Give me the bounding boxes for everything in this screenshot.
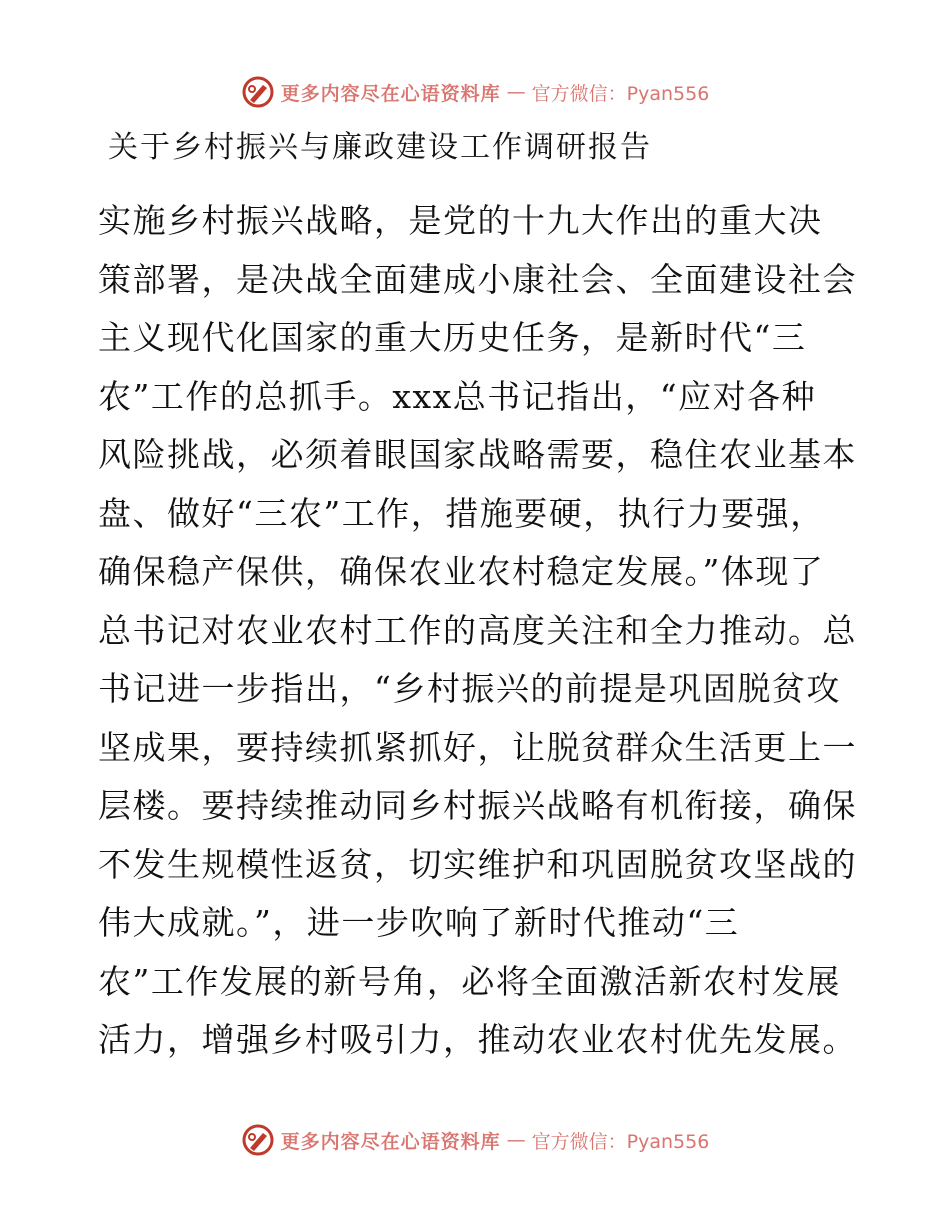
body-line: 实施乡村振兴战略，是党的十九大作出的重大决 [98,201,823,240]
body-line: 主义现代化国家的重大历史任务，是新时代“三 [98,318,807,357]
body-line: 策部署，是决战全面建成小康社会、全面建设社会 [98,259,857,299]
body-line: 总书记对农业农村工作的高度关注和全力推动。总 [98,610,857,650]
body-line: 活力，增强乡村吸引力，推动农业农村优先发展。 [98,1020,857,1059]
body-line: 农”工作的总抓手。xxx总书记指出，“应对各种 [98,376,817,416]
pen-logo-icon [241,75,275,109]
footer-banner [0,1120,950,1160]
body-line: 盘、做好“三农”工作，措施要硬，执行力要强， [98,493,825,533]
document-title: 关于乡村振兴与廉政建设工作调研报告 [108,130,652,165]
document-body [98,192,858,1070]
body-line: 坚成果，要持续抓紧抓好，让脱贫群众生活更上一 [98,727,857,767]
body-line: 不发生规模性返贫，切实维护和巩固脱贫攻坚战的 [98,844,857,884]
footer-brand-text: 更多内容尽在心语资料库 [280,1130,501,1153]
body-line: 书记进一步指出，“乡村振兴的前提是巩固脱贫攻 [98,669,841,708]
header-brand-text: 更多内容尽在心语资料库 [280,82,501,105]
body-line: 确保稳产保供，确保农业农村稳定发展。”体现了 [98,552,825,591]
header-separator: — [506,81,526,103]
footer-separator: — [506,1129,526,1151]
body-line: 农”工作发展的新号角，必将全面激活新农村发展 [98,961,841,1001]
pen-logo-icon [241,1123,275,1157]
body-line: 风险挑战，必须着眼国家战略需要，稳住农业基本 [98,435,857,474]
body-line: 层楼。要持续推动同乡村振兴战略有机衔接，确保 [98,786,857,825]
header-banner [0,72,950,112]
header-wechat-text: 官方微信：Pyan556 [531,82,710,105]
body-line: 伟大成就。”，进一步吹响了新时代推动“三 [98,903,740,942]
footer-wechat-text: 官方微信：Pyan556 [531,1130,710,1153]
